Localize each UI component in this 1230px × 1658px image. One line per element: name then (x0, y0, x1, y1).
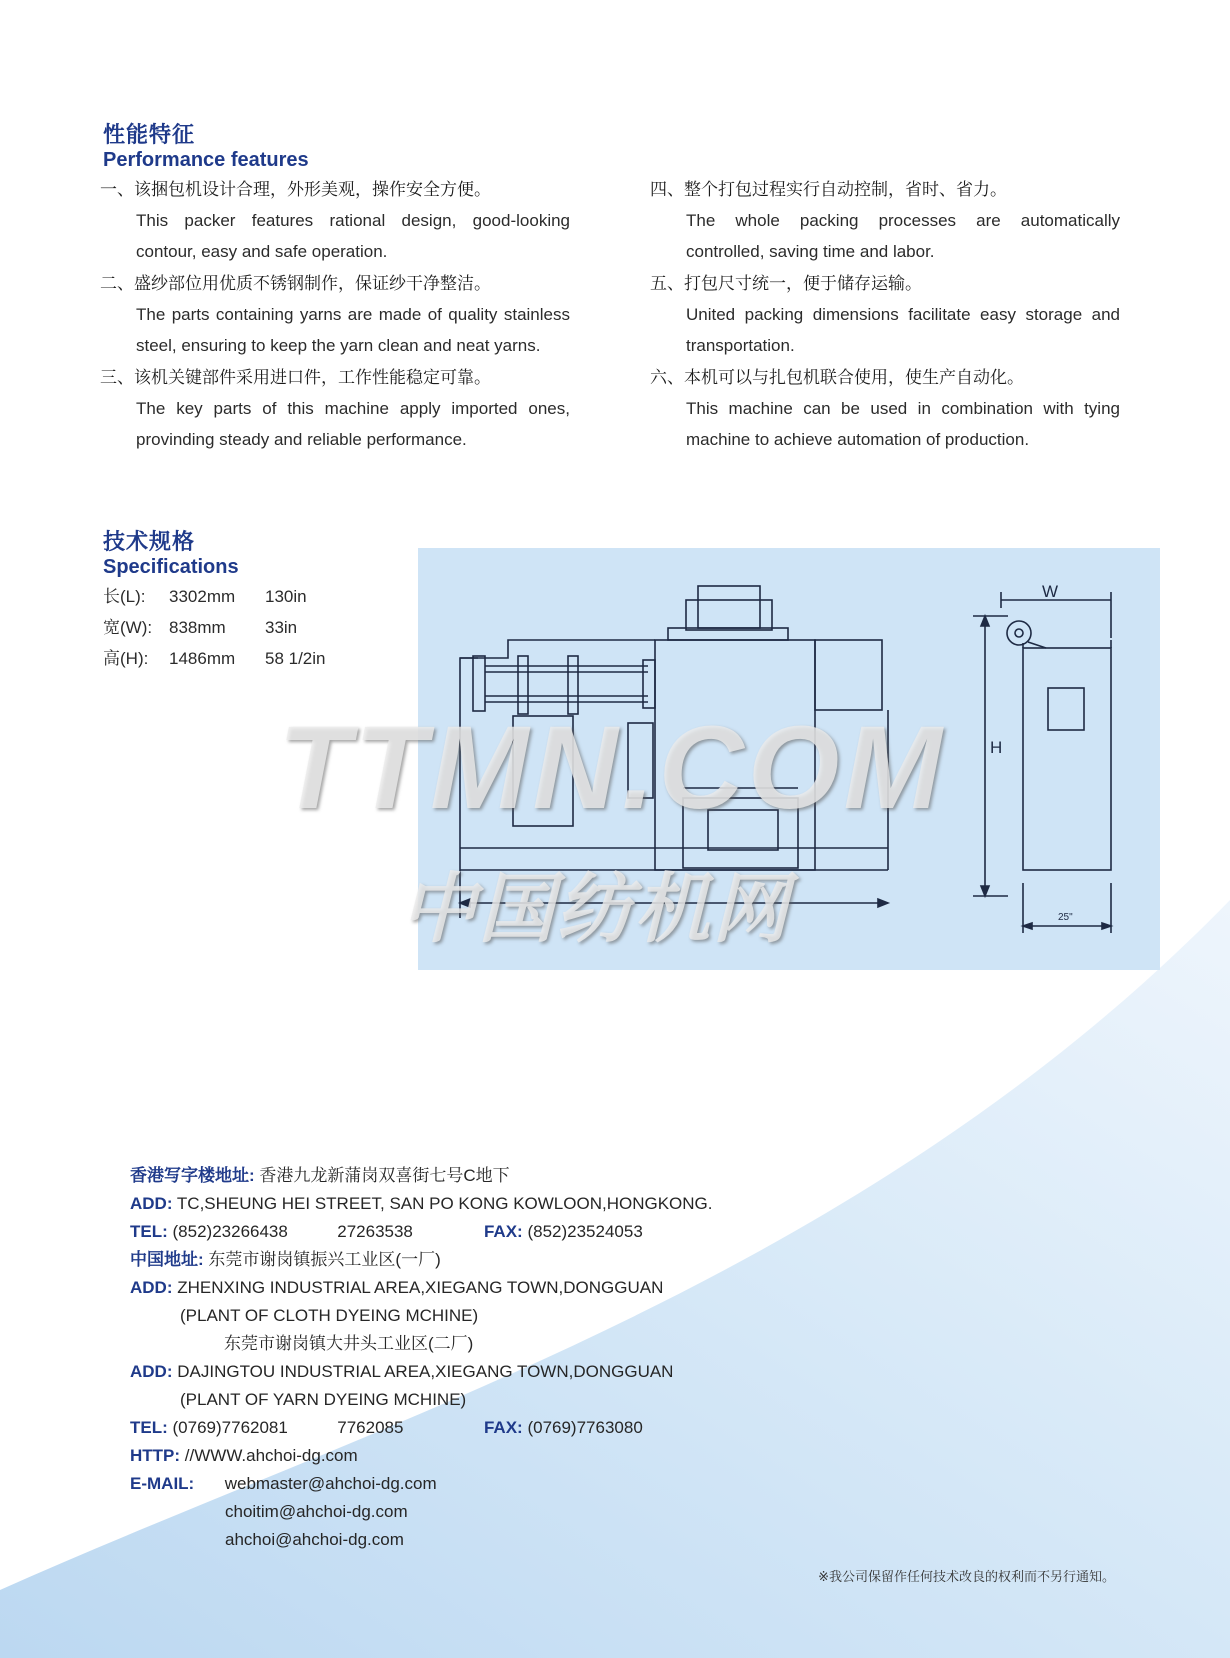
spec-mm: 1486mm (169, 649, 236, 668)
spec-mm: 3302mm (169, 587, 236, 606)
hk-address-cn-row (130, 1162, 713, 1190)
feature-cn: 六、本机可以与扎包机联合使用，使生产自动化。 (650, 368, 1024, 387)
fax-label: FAX: (483, 1418, 523, 1437)
email-link-1[interactable]: webmaster@ahchoi-dg.com (224, 1474, 437, 1493)
dimension-label-w: W (1042, 582, 1059, 601)
footnote: ※我公司保留作任何技术改良的权利而不另行通知。 (818, 1569, 1115, 1584)
watermark-en: TTMN.COM (278, 702, 946, 834)
cn-address2-plant: (PLANT OF YARN DYEING MCHINE) (180, 1390, 467, 1409)
website-link[interactable]: //WWW.ahchoi-dg.com (184, 1446, 358, 1465)
feature-en: The whole packing processes are automatically controlled, saving time and labor. (686, 211, 1120, 261)
cn-address2-en-row (130, 1358, 713, 1386)
feature-en: This machine can be used in combination with tying machine to achieve automation of production. (686, 399, 1120, 449)
hk-phone-row (130, 1218, 713, 1246)
cn-tel-2: 7762085 (337, 1418, 404, 1437)
contact-block (130, 1162, 713, 1554)
feature-item (650, 175, 1120, 267)
feature-cn: 二、盛纱部位用优质不锈钢制作，保证纱干净整洁。 (100, 274, 491, 293)
cn-address1-en-row (130, 1274, 713, 1302)
cn-address2-en2-row (130, 1386, 713, 1414)
email-label: E-MAIL: (130, 1474, 195, 1493)
hk-tel-1: (852)23266438 (172, 1222, 288, 1241)
feature-cn: 四、整个打包过程实行自动控制，省时、省力。 (650, 180, 1007, 199)
email-row-2 (130, 1498, 713, 1526)
hk-address-en-row (130, 1190, 713, 1218)
spec-inch: 130in (265, 587, 307, 606)
specs-title-en: Specifications (103, 556, 239, 578)
hk-tel-2: 27263538 (337, 1222, 413, 1241)
feature-en: The key parts of this machine apply imported ones, provinding steady and reliable performance. (136, 399, 570, 449)
feature-item (650, 269, 1120, 361)
email-row-3 (130, 1526, 713, 1554)
spec-row-width (103, 612, 326, 643)
specs-title-cn: 技术规格 (103, 529, 196, 554)
feature-cn: 三、该机关键部件采用进口件，工作性能稳定可靠。 (100, 368, 491, 387)
cn-address2-en: DAJINGTOU INDUSTRIAL AREA,XIEGANG TOWN,DONGGUAN (177, 1362, 674, 1381)
dimension-label-25: 25" (1058, 912, 1073, 923)
features-heading (103, 118, 309, 172)
specs-heading (103, 525, 239, 579)
website-row (130, 1442, 713, 1470)
feature-en: This packer features rational design, good-looking contour, easy and safe operation. (136, 211, 570, 261)
spec-key: 宽(W): (103, 618, 153, 637)
features-title-en: Performance features (103, 149, 309, 171)
cn-address1-en2-row (130, 1302, 713, 1330)
feature-item (100, 175, 570, 267)
email-link-3[interactable]: ahchoi@ahchoi-dg.com (225, 1530, 404, 1549)
fax-label: FAX: (483, 1222, 523, 1241)
add-label: ADD: (130, 1194, 173, 1213)
tel-label: TEL: (130, 1418, 168, 1437)
feature-item (100, 269, 570, 361)
dimension-label-h: H (990, 738, 1003, 757)
spec-inch: 33in (265, 618, 298, 637)
email-link-2[interactable]: choitim@ahchoi-dg.com (225, 1502, 408, 1521)
cn-address2-cn-row (130, 1330, 713, 1358)
spec-mm: 838mm (169, 618, 226, 637)
feature-item (100, 363, 570, 455)
spec-inch: 58 1/2in (265, 649, 326, 668)
hk-fax: (852)23524053 (527, 1222, 643, 1241)
spec-key: 长(L): (103, 587, 146, 606)
feature-item (650, 363, 1120, 455)
feature-cn: 一、该捆包机设计合理，外形美观，操作安全方便。 (100, 180, 491, 199)
tel-label: TEL: (130, 1222, 168, 1241)
cn-address1-cn-row (130, 1246, 713, 1274)
http-label: HTTP: (130, 1446, 181, 1465)
features-column-right (650, 175, 1120, 457)
spec-row-length (103, 581, 326, 612)
hk-label: 香港写字楼地址: (130, 1166, 255, 1185)
hk-address-cn: 香港九龙新蒲岗双喜街七号C地下 (259, 1166, 510, 1185)
cn-label: 中国地址: (130, 1250, 204, 1269)
features-column-left (100, 175, 570, 457)
cn-tel-1: (0769)7762081 (172, 1418, 288, 1437)
cn-address1-plant: (PLANT OF CLOTH DYEING MCHINE) (180, 1306, 479, 1325)
feature-en: The parts containing yarns are made of quality stainless steel, ensuring to keep the yarn clean and neat yarns. (136, 305, 570, 355)
cn-address1-en: ZHENXING INDUSTRIAL AREA,XIEGANG TOWN,DONGGUAN (177, 1278, 664, 1297)
cn-address2-cn: 东莞市谢岗镇大井头工业区(二厂) (224, 1334, 474, 1353)
features-title-cn: 性能特征 (103, 122, 196, 147)
watermark-cn: 中国纺机网 (400, 864, 790, 953)
cn-address1-cn: 东莞市谢岗镇振兴工业区(一厂) (208, 1250, 441, 1269)
email-row (130, 1470, 713, 1498)
specs-table (103, 581, 326, 674)
cn-phone-row (130, 1414, 713, 1442)
add-label: ADD: (130, 1278, 173, 1297)
feature-en: United packing dimensions facilitate easy storage and transportation. (686, 305, 1120, 355)
cn-fax: (0769)7763080 (527, 1418, 643, 1437)
spec-row-height (103, 643, 326, 674)
hk-address-en: TC,SHEUNG HEI STREET, SAN PO KONG KOWLOON,HONGKONG. (176, 1194, 713, 1213)
add-label: ADD: (130, 1362, 173, 1381)
spec-key: 高(H): (103, 649, 149, 668)
feature-cn: 五、打包尺寸统一，便于储存运输。 (650, 274, 922, 293)
